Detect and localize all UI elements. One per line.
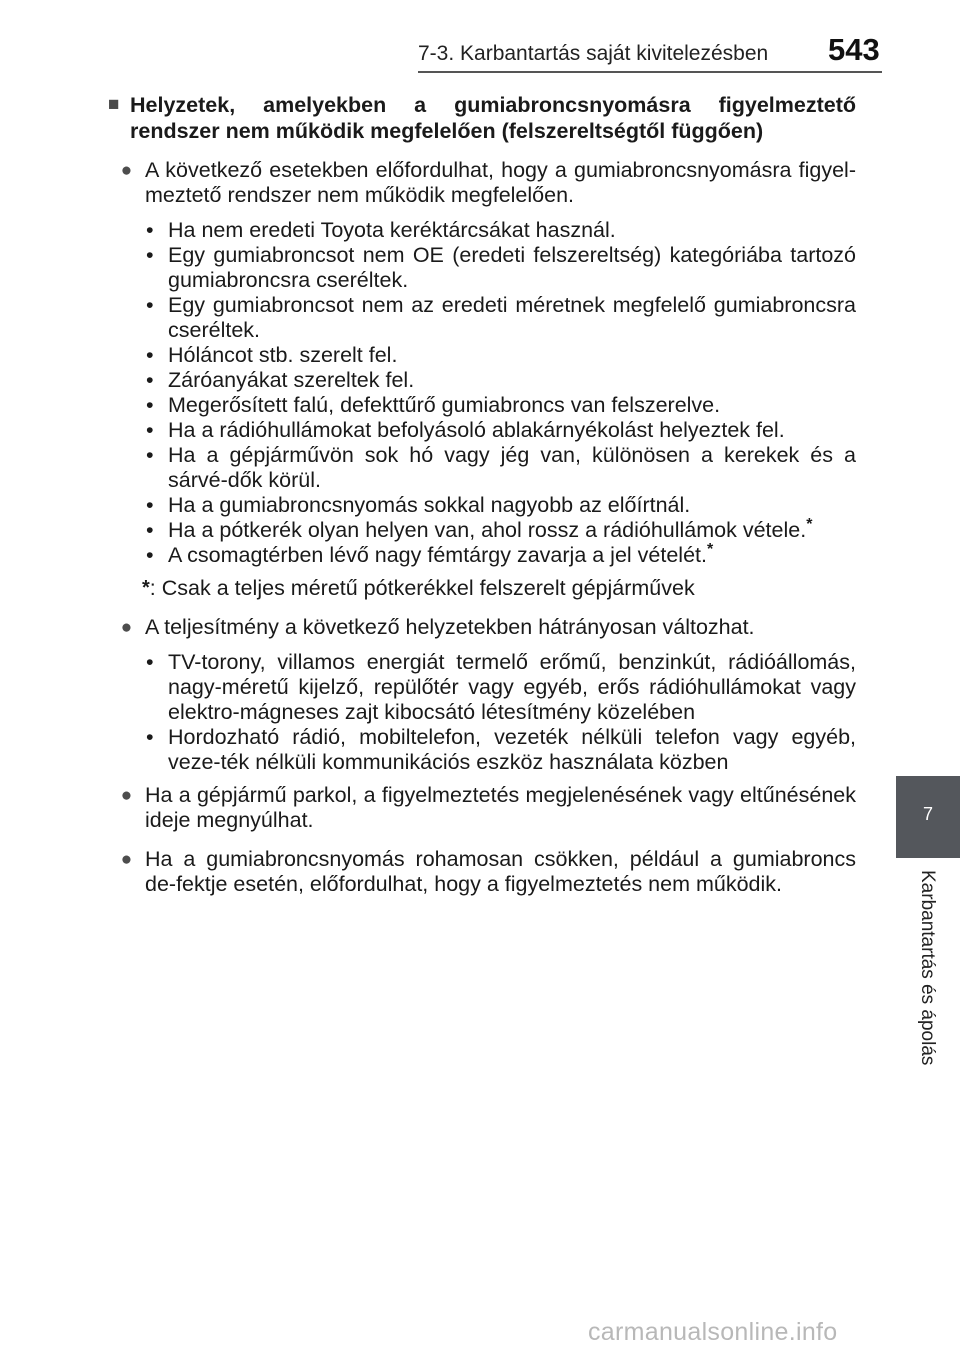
chapter-number: 7 [922, 804, 933, 824]
sub-bullet: • Egy gumiabroncsot nem az eredeti méretnek megfelelő gumiabroncsra cseréltek. [146, 293, 856, 342]
sub-bullet: • Ha a pótkerék olyan helyen van, ahol rossz a rádióhullámok vétele.* [146, 515, 813, 542]
footnote [142, 576, 856, 601]
page-number: 543 [828, 32, 880, 67]
bullet-dot-icon: ● [120, 160, 133, 181]
bullet-dot-icon: ● [120, 849, 133, 870]
section-heading-text: Helyzetek, amelyekben a gumiabroncsnyomásra figyelmeztető rendszer nem működik megfelelően (felszereltségtől függően) [130, 93, 856, 143]
sub-bullet: • Ha nem eredeti Toyota keréktárcsákat használ. [146, 218, 616, 242]
sub-bullet: • Ha a rádióhullámokat befolyásoló ablakárnyékolást helyeztek fel. [146, 418, 785, 442]
sub-bullet: • Egy gumiabroncsot nem OE (eredeti felszereltség) kategóriába tartozó gumiabroncsra cseréltek. [146, 243, 856, 292]
list-item-text: Ha a gumiabroncsnyomás rohamosan csökken, például a gumiabroncs de-fektje esetén, előfordulhat, hogy a figyelmeztetés nem működik. [145, 847, 856, 896]
square-marker-icon: ■ [108, 94, 120, 115]
header-divider [418, 71, 882, 73]
footnote-reference: * [706, 540, 714, 558]
bullet-dot-icon: ● [120, 617, 133, 638]
list-item-text: A teljesítmény a következő helyzetekben hátrányosan változhat. [145, 615, 755, 639]
list-item [108, 847, 856, 897]
sub-bullet: • Ha a gumiabroncsnyomás sokkal nagyobb az előírtnál. [146, 493, 691, 517]
watermark: carmanualsonline.info [588, 1318, 838, 1346]
sub-bullet: • TV-torony, villamos energiát termelő erőmű, benzinkút, rádióállomás, nagy-méretű kijelző, repülőtér vagy egyéb, erős rádióhullámokat vagy elektro-mágneses zajt kibocsátó létesítmény közelében [146, 650, 856, 724]
footnote-text: : Csak a teljes méretű pótkerékkel felszerelt gépjárművek [149, 576, 695, 600]
sub-bullet: • Megerősített falú, defekttűrő gumiabroncs van felszerelve. [146, 393, 721, 417]
sub-bullet-list [146, 218, 856, 568]
chapter-tab [896, 776, 960, 858]
list-item [108, 783, 856, 833]
bullet-dot-icon: ● [120, 785, 133, 806]
chapter-section-title: 7-3. Karbantartás saját kivitelezésben [418, 42, 769, 65]
list-item [108, 615, 856, 640]
sub-bullet: • Hordozható rádió, mobiltelefon, vezeték nélküli telefon vagy egyéb, veze-ték nélküli kommunikációs eszköz használata közben [146, 725, 856, 774]
footnote-reference: * [806, 515, 813, 533]
chapter-tab-label [896, 870, 960, 1090]
list-item [108, 158, 856, 208]
sub-bullet-list [146, 650, 856, 775]
main-content [108, 92, 856, 897]
sub-bullet: • Ha a gépjárművön sok hó vagy jég van, különösen a kerekek és a sárvé-dők körül. [146, 443, 856, 492]
page-header [0, 0, 960, 80]
sub-bullet: • A csomagtérben lévő nagy fémtárgy zavarja a jel vételét.* [146, 540, 714, 567]
chapter-label-text: Karbantartás és ápolás [917, 870, 938, 1066]
sub-bullet: • Hóláncot stb. szerelt fel. [146, 343, 398, 367]
sub-bullet: • Záróanyákat szereltek fel. [146, 368, 415, 392]
list-item-text: A következő esetekben előfordulhat, hogy a gumiabroncsnyomásra figyel-meztető rendszer nem működik megfelelően. [145, 158, 856, 207]
list-item-text: Ha a gépjármű parkol, a figyelmeztetés megjelenésének vagy eltűnésének ideje megnyúlhat. [145, 783, 856, 832]
section-heading [108, 92, 856, 144]
footnote-star: * [142, 577, 150, 599]
